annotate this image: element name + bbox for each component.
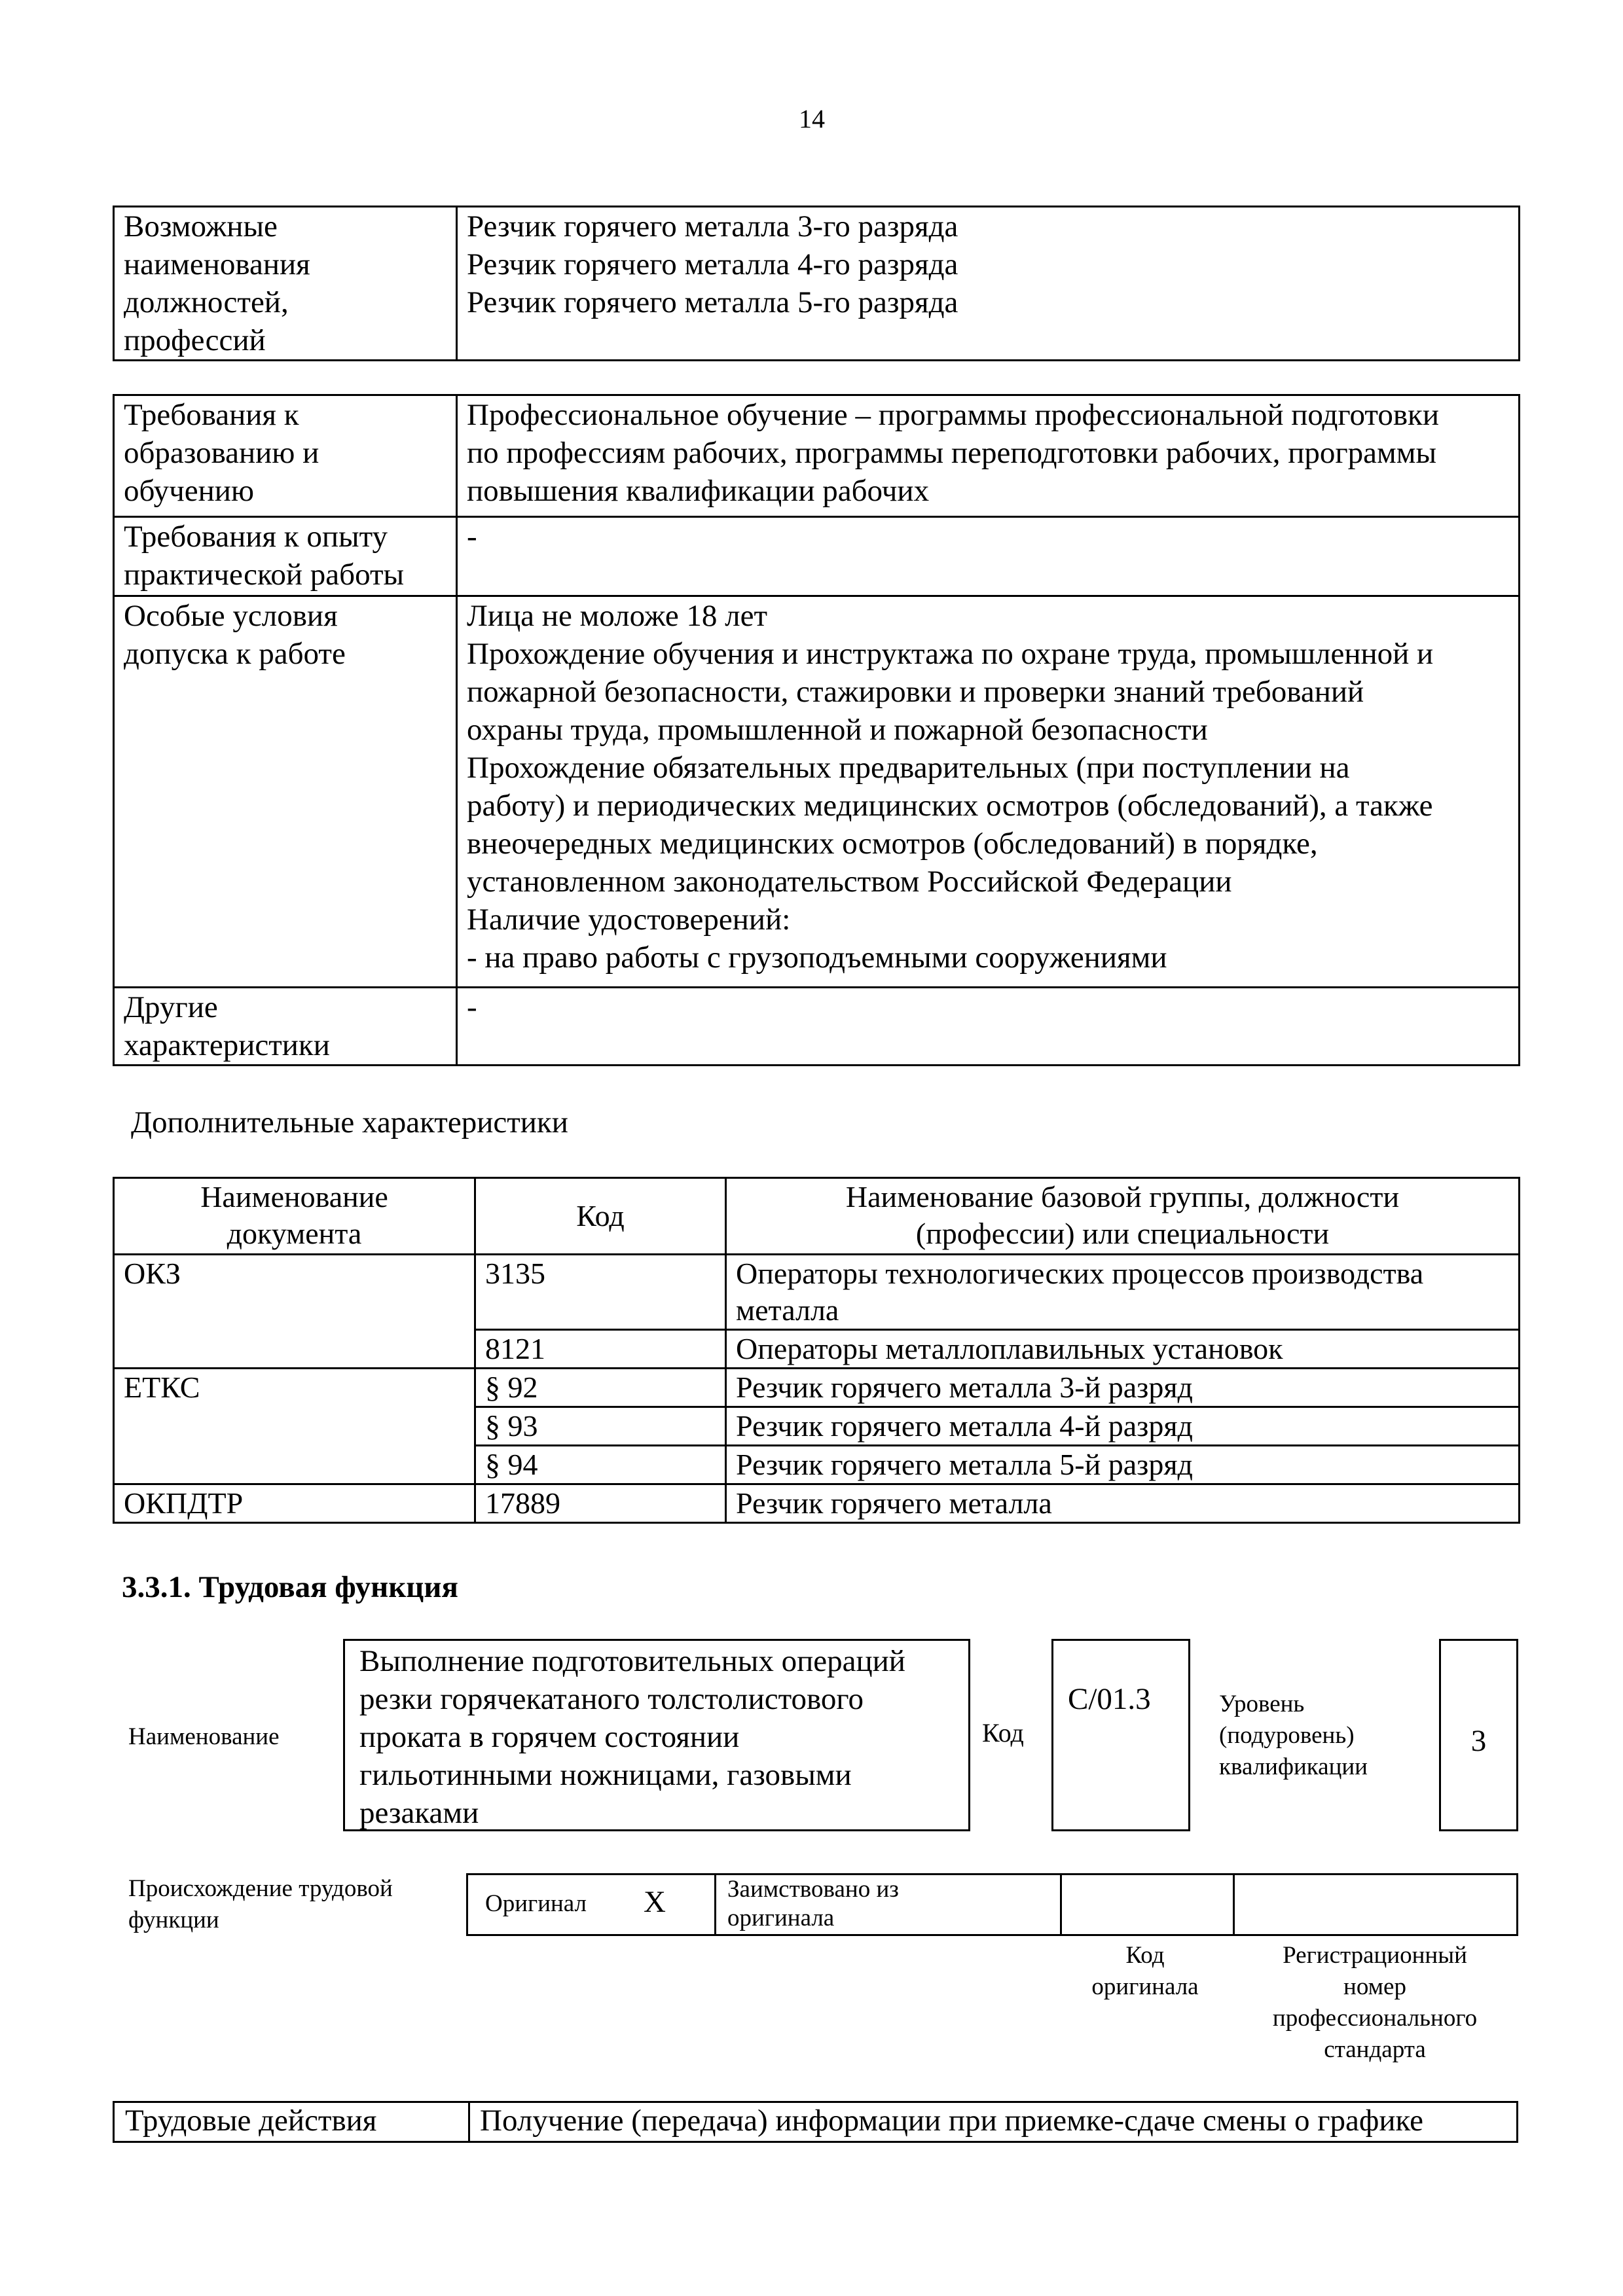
reg-caption: Регистрационный номер профессионального стандарта [1272, 1942, 1478, 2063]
original-mark: X [644, 1885, 666, 1919]
divider [468, 2103, 470, 2141]
actions-value: Получение (передача) информации при приемке-сдаче смены о графике [480, 2104, 1424, 2138]
experience-label: Требования к опыту практической работы [114, 517, 457, 596]
positions-label: Возможные наименования должностей, профессий [114, 207, 457, 361]
origin-label: Происхождение трудовой функции [128, 1875, 393, 1933]
name-cell: Операторы технологических процессов производства металла [726, 1255, 1520, 1330]
code-cell: § 92 [475, 1369, 726, 1407]
function-name-box: Выполнение подготовительных операций резки горячекатаного толстолистового проката в горячем состоянии гильотинными ножницами, газовыми резаками [343, 1639, 970, 1831]
other-value: - [457, 988, 1520, 1066]
requirements-row-other [114, 988, 1520, 1066]
code-cell: § 93 [475, 1407, 726, 1446]
divider [1060, 1875, 1062, 1934]
actions-label: Трудовые действия [125, 2104, 377, 2138]
other-label: Другие характеристики [114, 988, 457, 1066]
requirements-row-experience [114, 517, 1520, 596]
name-cell: Резчик горячего металла [726, 1484, 1520, 1523]
level-label: Уровень (подуровень) квалификации [1219, 1691, 1368, 1780]
code-cell: 8121 [475, 1330, 726, 1369]
level-value: 3 [1470, 1724, 1487, 1758]
header-doc: Наименование документа [114, 1178, 475, 1255]
table-row [114, 1484, 1520, 1523]
requirements-row-education [114, 395, 1520, 517]
requirements-row-conditions [114, 596, 1520, 988]
borrowed-cell: Заимствовано из оригинала [727, 1876, 899, 1931]
education-value: Профессиональное обучение – программы профессиональной подготовки по профессиям рабочих, программы переподготовки рабочих, программы повышения квалификации рабочих [457, 395, 1520, 517]
header-code: Код [475, 1178, 726, 1255]
doc-cell: ОКЗ [114, 1255, 475, 1369]
name-cell: Резчик горячего металла 3-й разряд [726, 1369, 1520, 1407]
extra-table [113, 1177, 1520, 1524]
function-code-box [1051, 1639, 1190, 1831]
name-cell: Резчик горячего металла 5-й разряд [726, 1446, 1520, 1484]
header-name: Наименование базовой группы, должности (профессии) или специальности [726, 1178, 1520, 1255]
doc-cell: ЕТКС [114, 1369, 475, 1484]
requirements-table [113, 394, 1520, 1066]
level-box [1439, 1639, 1518, 1831]
function-code-label: Код [982, 1718, 1024, 1748]
positions-values: Резчик горячего металла 3-го разряда Резчик горячего металла 4-го разряда Резчик горячего металла 5-го разряда [457, 207, 1520, 361]
code-cell: § 94 [475, 1446, 726, 1484]
table-row [114, 1369, 1520, 1407]
education-label: Требования к образованию и обучению [114, 395, 457, 517]
code-cell: 17889 [475, 1484, 726, 1523]
function-code-value: С/01.3 [1068, 1682, 1151, 1716]
section-title: 3.3.1. Трудовая функция [122, 1570, 458, 1604]
doc-cell: ОКПДТР [114, 1484, 475, 1523]
positions-table [113, 206, 1520, 361]
code-cell: 3135 [475, 1255, 726, 1330]
origin-box [466, 1873, 1518, 1936]
positions-row [114, 207, 1520, 361]
table-row [114, 1255, 1520, 1330]
extra-header-row [114, 1178, 1520, 1255]
conditions-label: Особые условия допуска к работе [114, 596, 457, 988]
divider [1233, 1875, 1235, 1934]
extra-title: Дополнительные характеристики [131, 1105, 568, 1139]
original-cell: Оригинал X [468, 1875, 716, 1934]
page-number: 14 [799, 104, 825, 134]
code-caption: Код оригинала [1091, 1942, 1199, 2000]
experience-value: - [457, 517, 1520, 596]
actions-row [113, 2101, 1518, 2143]
name-cell: Операторы металлоплавильных установок [726, 1330, 1520, 1369]
conditions-value: Лица не моложе 18 лет Прохождение обучения и инструктажа по охране труда, промышленной и пожарной безопасности, стажировки и проверки знаний требований охраны труда, промышленной и пожарной безопасности Прохождение обязательных предварительных (при поступлении на работу) и периодических медицинских осмотров (обследований), а также внеочередных медицинских осмотров (обследований) в порядке, установленном законодательством Российской Федерации Наличие удостоверений: - на право работы с грузоподъемными сооружениями [457, 596, 1520, 988]
name-cell: Резчик горячего металла 4-й разряд [726, 1407, 1520, 1446]
function-name-label: Наименование [128, 1723, 280, 1750]
